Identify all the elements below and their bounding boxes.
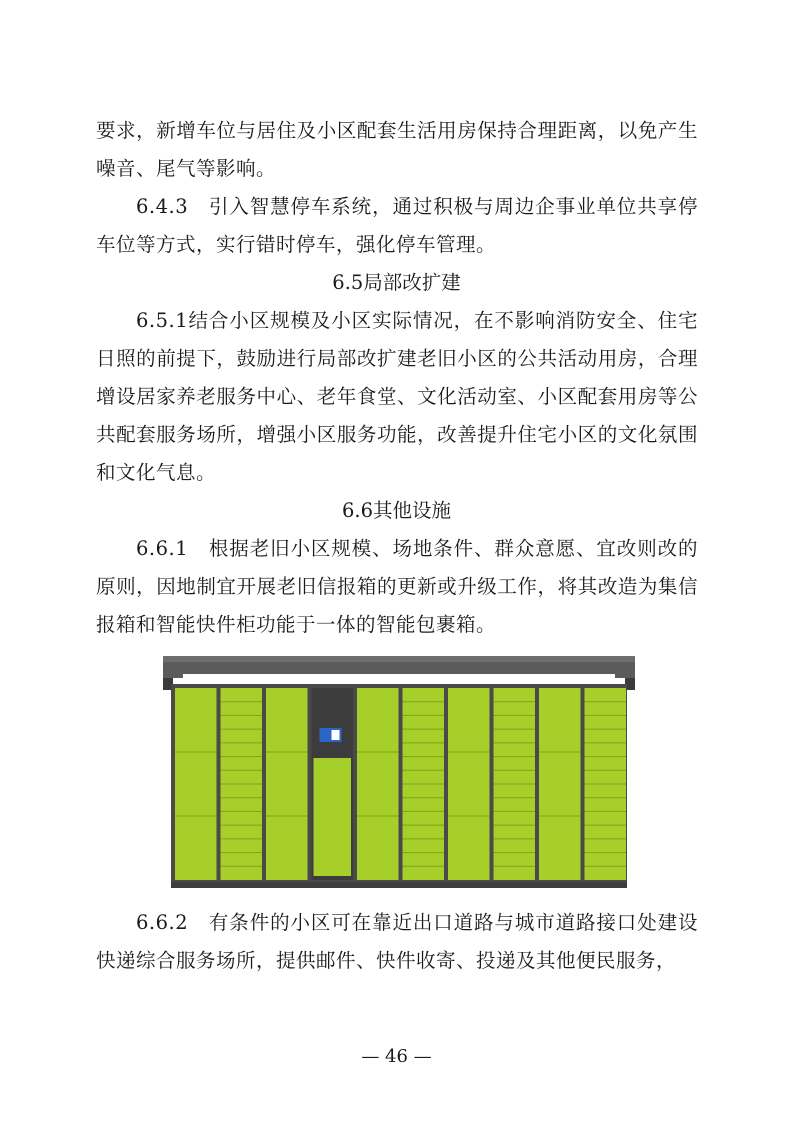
locker-column [539, 688, 581, 880]
paragraph-6-6-2: 6.6.2 有条件的小区可在靠近出口道路与城市道路接口处建设快递综合服务场所，提供邮件、快件收寄、投递及其他便民服务， [96, 911, 698, 972]
locker-door [314, 758, 352, 876]
paragraph-6-4-3: 6.4.3 引入智慧停车系统，通过积极与周边企事业单位共享停车位等方式，实行错时停车，强化停车管理。 [96, 195, 698, 256]
paragraph-6-5-1: 6.5.1结合小区规模及小区实际情况，在不影响消防安全、住宅日照的前提下，鼓励进行局部改扩建老旧小区的公共活动用房，合理增设居家养老服务中心、老年食堂、文化活动室、小区配套用房等公共配套服务场所，增强小区服务功能，改善提升住宅小区的文化氛围和文化气息。 [96, 309, 698, 484]
section-heading-6-6: 6.6其他设施 [341, 499, 451, 522]
paragraph-continued: 要求，新增车位与居住及小区配套生活用房保持合理距离，以免产生噪音、尾气等影响。 [96, 119, 698, 180]
locker-column [266, 688, 308, 880]
locker-column [175, 688, 217, 880]
section-heading-6-5: 6.5局部改扩建 [332, 271, 461, 294]
qr-code [332, 730, 340, 740]
locker-column [357, 688, 399, 880]
page-number: — 46 — [361, 1046, 432, 1067]
locker-column [448, 688, 490, 880]
paragraph-6-6-1: 6.6.1 根据老旧小区规模、场地条件、群众意愿、宜改则改的原则，因地制宜开展老旧信报箱的更新或升级工作，将其改造为集信报箱和智能快件柜功能于一体的智能包裹箱。 [96, 537, 698, 636]
smart-parcel-locker-image [163, 656, 635, 892]
